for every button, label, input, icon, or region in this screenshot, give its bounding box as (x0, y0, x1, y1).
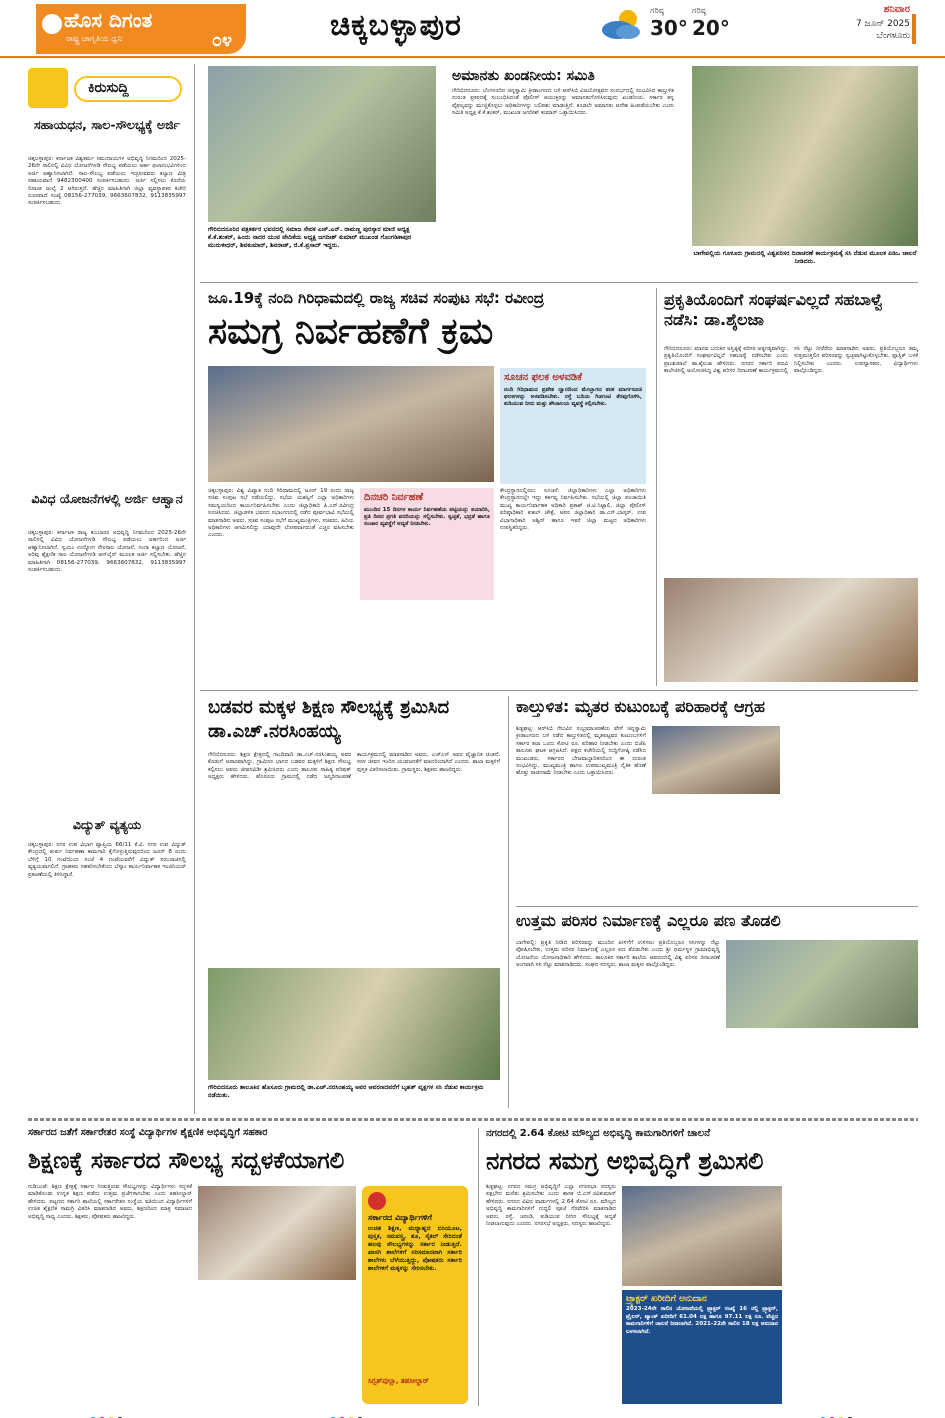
mid-row-divider (200, 690, 918, 691)
top-photo-1 (208, 66, 436, 222)
edition-place: ಬೆಂಗಳೂರು (876, 31, 910, 41)
stampede-headline: ಕಾಲ್ತುಳಿತ: ಮೃತರ ಕುಟುಂಬಕ್ಕೆ ಪರಿಹಾರಕ್ಕೆ ಆಗ್ರಹ (516, 697, 765, 716)
print-registration-marks-center (330, 1408, 366, 1418)
tractor-box (622, 1290, 782, 1404)
notice-box-body: ನಂದಿ ಗಿರಿಧಾಮದ ಪ್ರವೇಶ ದ್ವಾರದಿಂದ ಮೇಲ್ಭಾಗದ ತನಕ ಮಾರ್ಗಸೂಚಿ ಫಲಕಗಳನ್ನು ಅಳವಡಿಸಬೇಕು. ರಸ್ತೆ ಬದಿಯ ಗಿಡಗಂಟಿ ತೆರವುಗೊಳಿಸಿ, ಕುಡಿಯುವ ನೀರು ಮತ್ತು ಶೌಚಾಲಯ ವ್ಯವಸ್ಥೆ ಕಲ್ಪಿಸಬೇಕು. (504, 386, 642, 408)
lead-divider (656, 288, 657, 686)
column-divider (194, 64, 195, 1114)
brand-block (36, 4, 246, 54)
issue-date: 7 ಜೂನ್ 2025 (855, 19, 910, 29)
top-photo-2 (692, 66, 918, 246)
print-registration-marks-right (820, 1408, 856, 1418)
brief-1-headline: ಸಹಾಯಧನ, ಸಾಲ-ಸೌಲಭ್ಯಕ್ಕೆ ಅರ್ಜಿ (34, 117, 180, 132)
stampede-photo (652, 726, 780, 794)
min-temp-label: ಗರಿಷ್ಠ (692, 6, 706, 15)
max-temp-block (650, 6, 688, 40)
daily-box-body: ಮುಂದಿನ 15 ದಿನಗಳ ಕಾರ್ಯ ನಿರ್ವಹಣೆಯ ಪಟ್ಟಿಯನ್ನು ತಯಾರಿಸಿ, ಪ್ರತಿ ದಿನದ ಪ್ರಗತಿ ವರದಿಯನ್ನು ಸಲ್ಲಿಸಬೇಕು. ಸ್ವಚ್ಛತೆ, ಭದ್ರತೆ ಹಾಗೂ ಸಂಚಾರ ವ್ಯವಸ್ಥೆಗೆ ಆದ್ಯತೆ ನೀಡಬೇಕು. (364, 506, 490, 528)
date-block (810, 4, 910, 41)
lead-body-2: ಕೇಂದ್ರಸ್ಥಾನದಲ್ಲಿರಲು ಸೂಚನೆ: ಜಿಲ್ಲಾಧಿಕಾರಿಗಳು ಎಲ್ಲಾ ಅಧಿಕಾರಿಗಳು ಕೇಂದ್ರಸ್ಥಾನದಲ್ಲೇ ಇದ್ದು ಕರ್ತವ್ಯ ನಿರ್ವಹಿಸಬೇಕು. ಸಭೆಯಲ್ಲಿ ಜಿಲ್ಲಾ ಪಂಚಾಯಿತಿ ಮುಖ್ಯ ಕಾರ್ಯನಿರ್ವಾಹಕ ಅಧಿಕಾರಿ ಪ್ರಕಾಶ್ ಜಿ.ಟಿ.ನಿಟ್ಟಾಲಿ, ಜಿಲ್ಲಾ ಪೊಲೀಸ್ ವರಿಷ್ಠಾಧಿಕಾರಿ ಕುಶಲ್ ಚೌಕ್ಸೆ, ಅಪರ ಜಿಲ್ಲಾಧಿಕಾರಿ ಡಾ.ಎನ್.ಭಾಸ್ಕರ್, ಉಪ ವಿಭಾಗಾಧಿಕಾರಿ ಅಶ್ವಿನ್ ಹಾಗೂ ಇತರೆ ಜಿಲ್ಲಾ ಮಟ್ಟದ ಅಧಿಕಾರಿಗಳು ಉಪಸ್ಥಿತರಿದ್ದರು. (500, 488, 646, 532)
daily-box-title: ದಿನಚರಿ ನಿರ್ವಹಣೆ (364, 492, 423, 503)
nature-photo (664, 578, 918, 682)
print-registration-marks-left (90, 1408, 126, 1418)
bottom-right-body-cont (788, 1184, 918, 1404)
bottom-right-kicker: ನಗರದಲ್ಲಿ 2.64 ಕೋಟಿ ಮೌಲ್ಯದ ಅಭಿವೃದ್ಧಿ ಕಾಮಗಾರಿಗಳಿಗೆ ಚಾಲನೆ (486, 1128, 711, 1139)
kirusuddi-label: ಕಿರುಸುದ್ದಿ (74, 76, 182, 102)
kirusuddi-header (28, 66, 186, 110)
env-photo (726, 940, 918, 1028)
lead-headline: ಸಮಗ್ರ ನಿರ್ವಹಣೆಗೆ ಕ್ರಮ (208, 311, 494, 352)
bottom-right-body: ಶಿಡ್ಲಘಟ್ಟ: ನಗರದ ಸಮಗ್ರ ಅಭಿವೃದ್ಧಿಗೆ ಎಲ್ಲಾ ನಗರಸಭಾ ಸದಸ್ಯರು ಪಕ್ಷಭೇದ ಮರೆತು ಶ್ರಮಿಸಬೇಕು ಎಂದು ಶಾಸಕ ಬಿ.ಎನ್.ರವಿಕುಮಾರ್ ಹೇಳಿದರು. ನಗರದ ವಿವಿಧ ವಾರ್ಡುಗಳಲ್ಲಿ 2.64 ಕೋಟಿ ರೂ. ಮೌಲ್ಯದ ಅಭಿವೃದ್ಧಿ ಕಾಮಗಾರಿಗಳಿಗೆ ಗುದ್ದಲಿ ಪೂಜೆ ನೆರವೇರಿಸಿ ಮಾತನಾಡಿದ ಅವರು, ರಸ್ತೆ, ಚರಂಡಿ, ಕುಡಿಯುವ ನೀರಿನ ಸೌಲಭ್ಯಕ್ಕೆ ಆದ್ಯತೆ ನೀಡಲಾಗುವುದು ಎಂದರು. ನಗರಸಭೆ ಅಧ್ಯಕ್ಷರು, ಸದಸ್ಯರು ಹಾಜರಿದ್ದರು. (486, 1184, 616, 1228)
quote-box-title: ಸರ್ಕಾರದ ವಿದ್ಯಾರ್ಥಿಗಳಿಗೆ (368, 1213, 432, 1222)
bottom-divider (478, 1128, 479, 1406)
brief-2-body: ಚಿಕ್ಕಬಳ್ಳಾಪುರ: ಕರ್ನಾಟಕ ರಾಜ್ಯ ಕುಂಬಾರರ ಅಭಿವೃದ್ಧಿ ನಿಗಮದಿಂದ 2025-26ನೇ ಸಾಲಿನಲ್ಲಿ ವಿವಿಧ ಯೋಜನೆಗಳಡಿ ಸೌಲಭ್ಯ ಪಡೆಯಲು ಅರ್ಹರಿಂದ ಅರ್ಜಿ ಆಹ್ವಾನಿಸಲಾಗಿದೆ. ಸ್ವಯಂ ಉದ್ಯೋಗ ನೇರಸಾಲ ಯೋಜನೆ, ಗಂಗಾ ಕಲ್ಯಾಣ ಯೋಜನೆ, ಅರಿವು ಶೈಕ್ಷಣಿಕ ಸಾಲ ಯೋಜನೆಗಳಡಿ ಆನ್‌ಲೈನ್ ಮೂಲಕ ಅರ್ಜಿ ಸಲ್ಲಿಸಬೇಕು. ಹೆಚ್ಚಿನ ಮಾಹಿತಿಗಾಗಿ 08156-277039, 9663607832, 9113835997 ಸಂಪರ್ಕಿಸಬಹುದು. (28, 530, 186, 574)
newspaper-logo-icon (42, 14, 62, 34)
quote-box-body: ಉಚಿತ ಶಿಕ್ಷಣ, ಮಧ್ಯಾಹ್ನದ ಬಿಸಿಯೂಟ, ಪುಸ್ತಕ, ಸಮವಸ್ತ್ರ, ಶೂ, ಸೈಕಲ್ ಸೇರಿದಂತೆ ಹಲವು ಸೌಲಭ್ಯಗಳನ್ನು ಸರ್ಕಾರ ನೀಡುತ್ತಿದೆ. ಖಾಸಗಿ ಶಾಲೆಗಳಿಗೆ ಸರಿಸಮಾನವಾಗಿ ಸರ್ಕಾರಿ ಶಾಲೆಗಳು ಬೆಳೆಯುತ್ತಿದ್ದು, ಪೋಷಕರು ಸರ್ಕಾರಿ ಶಾಲೆಗಳಿಗೆ ಮಕ್ಕಳನ್ನು ಸೇರಿಸಬೇಕು. (368, 1225, 462, 1273)
env-body: ಬಾಗೇಪಲ್ಲಿ: ಪ್ರಕೃತಿ ನೀಡಿದ ಪರಿಸರವನ್ನು ಮುಂದಿನ ಪೀಳಿಗೆಗೆ ಉಳಿಸಲು ಪ್ರತಿಯೊಬ್ಬರೂ ಸಸಿಗಳನ್ನು ನೆಟ್ಟು ಪೋಷಿಸಬೇಕು, ಉತ್ತಮ ಪರಿಸರ ನಿರ್ಮಾಣಕ್ಕೆ ಎಲ್ಲರೂ ಪಣ ತೊಡಬೇಕು ಎಂದು ಶ್ರೀ ಧರ್ಮಸ್ಥಳ ಗ್ರಾಮಾಭಿವೃದ್ಧಿ ಯೋಜನೆಯ ಯೋಜನಾಧಿಕಾರಿ ಹೇಳಿದರು. ತಾಲೂಕಿನ ಸರ್ಕಾರಿ ಶಾಲೆಯ ಆವರಣದಲ್ಲಿ ವಿಶ್ವ ಪರಿಸರ ದಿನಾಚರಣೆ ಅಂಗವಾಗಿ ಸಸಿ ನೆಟ್ಟು ಮಾತನಾಡಿದರು. ಸಂಘದ ಸದಸ್ಯರು, ಶಾಲಾ ಮಕ್ಕಳು ಪಾಲ್ಗೊಂಡಿದ್ದರು. (516, 940, 720, 969)
education-body: ಗೌರಿಬಿದನೂರು: ಶಿಕ್ಷಣ ಕ್ಷೇತ್ರದಲ್ಲಿ ಗಾಂಧಿವಾದಿ ಡಾ.ಎಚ್.ನರಸಿಂಹಯ್ಯ ಅವರ ಕೊಡುಗೆ ಅಪಾರವಾಗಿದ್ದು, ಗ್ರಾಮೀಣ ಭಾಗದ ಬಡವರ ಮಕ್ಕಳಿಗೆ ಶಿಕ್ಷಣ ಸೌಲಭ್ಯ ಕಲ್ಪಿಸಲು ಅವರು ಜೀವನವಿಡೀ ಶ್ರಮಿಸಿದರು ಎಂದು ತಾಲೂಕು ಸಾಹಿತ್ಯ ಪರಿಷತ್ ಅಧ್ಯಕ್ಷರು ಹೇಳಿದರು. ಹೊಸೂರು ಗ್ರಾಮದಲ್ಲಿ ನಡೆದ ಜನ್ಮದಿನಾಚರಣೆ ಕಾರ್ಯಕ್ರಮದಲ್ಲಿ ಮಾತನಾಡಿದ ಅವರು, ಎಚ್‌ಎನ್ ಅವರ ವೈಜ್ಞಾನಿಕ ಚಿಂತನೆ, ಸರಳ ಜೀವನ ಇಂದಿನ ಯುವಜನತೆಗೆ ಮಾದರಿಯಾಗಿದೆ ಎಂದರು. ಶಾಲಾ ಮಕ್ಕಳಿಗೆ ಪುಸ್ತಕ ವಿತರಿಸಲಾಯಿತು. ಗ್ರಾಮಸ್ಥರು, ಶಿಕ್ಷಕರು ಹಾಜರಿದ್ದರು. (208, 752, 500, 781)
weather-cloud-icon (598, 6, 644, 42)
amanatu-headline: ಅಮಾನತು ಖಂಡನೀಯ: ಸಮಿತಿ (452, 68, 595, 84)
top-photo-1-caption: ಗೌರಿಬಿದನೂರಿನ ಪತ್ರಕರ್ತರ ಭವನದಲ್ಲಿ ಸಮಾಜ ಸೇವಕ ಎಚ್.ಎನ್. ರಾಮಣ್ಣ ಪುರಸ್ಕಾರ ಮಾಜಿ ಅಧ್ಯಕ್ಷ ಕೆ.ಕೆ.ಶಂಕರ್‌, ಹಿಂದು ಸಾದರ ಯುವ ವೇದಿಕೆಯ ಅಧ್ಯಕ್ಷ ಜಗದೀಶ್ ಕುಮಾರ್ ಮುಖಂಡ ಗೊಂಗಡಿಕಾಪುರ ಮುರುಳೀಧರ್, ಶಿವಕುಮಾರ್, ಶಿವರಾಜ್, ಜಿ.ಕೆ.ಪ್ರಸಾದ್ ಇದ್ದರು. (208, 226, 412, 249)
bottom-left-body: ಗುಡಿಬಂಡೆ: ಶಿಕ್ಷಣ ಕ್ಷೇತ್ರಕ್ಕೆ ಸರ್ಕಾರ ನೀಡುತ್ತಿರುವ ಸೌಲಭ್ಯಗಳನ್ನು ವಿದ್ಯಾರ್ಥಿಗಳು ಸದ್ಬಳಕೆ ಮಾಡಿಕೊಂಡು ಉನ್ನತ ಶಿಕ್ಷಣ ಪಡೆದು ಉತ್ತಮ ಪ್ರಜೆಗಳಾಗಬೇಕು ಎಂದು ತಹಸೀಲ್ದಾರ್ ಹೇಳಿದರು. ಪಟ್ಟಣದ ಸರ್ಕಾರಿ ಶಾಲೆಯಲ್ಲಿ ಸರ್ಕಾರೇತರ ಸಂಸ್ಥೆಯ ವತಿಯಿಂದ ವಿದ್ಯಾರ್ಥಿಗಳಿಗೆ ಉಚಿತ ಶೈಕ್ಷಣಿಕ ಸಾಮಗ್ರಿ ವಿತರಿಸಿ ಮಾತನಾಡಿದ ಅವರು, ಶಿಕ್ಷಣದಿಂದ ಮಾತ್ರ ಸಮಾಜದ ಅಭಿವೃದ್ಧಿ ಸಾಧ್ಯ ಎಂದರು. ಶಿಕ್ಷಕರು, ಪೋಷಕರು ಹಾಜರಿದ್ದರು. (28, 1184, 192, 1220)
lead-kicker: ಜೂ.19ಕ್ಕೆ ನಂದಿ ಗಿರಿಧಾಮದಲ್ಲಿ ರಾಜ್ಯ ಸಚಿವ ಸಂಪುಟ ಸಭೆ: ರವೀಂದ್ರ (208, 289, 545, 307)
education-photo (208, 968, 500, 1080)
quote-box-sign: ಸಿಗ್ಬತ್‌ವುಲ್ಲಾ, ತಹಸೀಲ್ದಾರ್ (368, 1377, 429, 1386)
masthead (0, 0, 945, 58)
city-title: ಚಿಕ್ಕಬಳ್ಳಾಪುರ (330, 8, 462, 43)
brief-3-headline: ವಿದ್ಯುತ್ ವ್ಯತ್ಯಯ (72, 817, 142, 832)
quote-box (362, 1186, 468, 1404)
brand-name: ಹೊಸ ದಿಗಂತ (64, 8, 153, 32)
top-row-divider (200, 282, 918, 283)
min-temp-value: 20° (692, 16, 730, 40)
education-headline: ಬಡವರ ಮಕ್ಕಳ ಶಿಕ್ಷಣ ಸೌಲಭ್ಯಕ್ಕೆ ಶ್ರಮಿಸಿದ ಡಾ.ಎಚ್.ನರಸಿಂಹಯ್ಯ (208, 697, 450, 742)
bottom-left-photo (198, 1186, 356, 1280)
top-photo-2-caption: ಬಾಗೇಪಲ್ಲಿಯ ಗೂಳೂರು ಗ್ರಾಮದಲ್ಲಿ ವಿಶ್ವಪರಿಸರ ದಿನಾಚರಣೆ ಕಾರ್ಯಕ್ರಮಕ್ಕೆ ಸಸಿ ನೆಡುವ ಮೂಲಕ ಪಿಡಿಒ ಚಾಲನೆ ನೀಡಿದರು. (693, 250, 917, 265)
stampede-env-divider (516, 906, 918, 907)
stampede-body-cont (786, 726, 918, 902)
tractor-box-body: 2023-24ನೇ ಸಾಲಿನ ಯೋಜನೆಯಲ್ಲಿ ಟ್ರ್ಯಾಕ್ಟರ್ ಸಂಖ್ಯೆ 16 ರಲ್ಲಿ ಟ್ರ್ಯಾಕ್ಟರ್, ಟ್ರೈಲರ್, ಟ್ಯಾಂಕ್ ಖರೀದಿಗೆ 61.04 ಲಕ್ಷ ಹಾಗೂ 97.11 ಲಕ್ಷ ರೂ. ವೆಚ್ಚದ ಕಾಮಗಾರಿಗಳಿಗೆ ಚಾಲನೆ ನೀಡಲಾಗಿದೆ. 2021-22ನೇ ಸಾಲಿನ 18 ಲಕ್ಷ ಅನುದಾನ ಬಳಸಲಾಗಿದೆ. (626, 1306, 778, 1335)
section-rule (28, 1118, 918, 1121)
page-number: ೦೪ (211, 30, 232, 51)
masthead-accent-bar (912, 14, 916, 44)
bottom-left-headline: ಶಿಕ್ಷಣಕ್ಕೆ ಸರ್ಕಾರದ ಸೌಲಭ್ಯ ಸದ್ಬಳಕೆಯಾಗಲಿ (28, 1148, 345, 1174)
bottom-right-photo (622, 1186, 782, 1286)
brief-2-headline: ವಿವಿಧ ಯೋಜನೆಗಳಲ್ಲಿ ಅರ್ಜಿ ಆಹ್ವಾನ (31, 491, 183, 506)
brand-tagline: ರಾಷ್ಟ್ರ ಜಾಗೃತಿಯ ಧ್ವನಿ (66, 34, 123, 43)
amanatu-body: ಗೌರಿಬಿದನೂರು: ಬೆಂಗಳೂರಿನ ಚಿನ್ನಸ್ವಾಮಿ ಕ್ರೀಡಾಂಗಣದ ಬಳಿ ಆರ್‌ಸಿಬಿ ವಿಜಯೋತ್ಸವದ ಸಂದರ್ಭದಲ್ಲಿ ಸಂಭವಿಸಿದ ಕಾಲ್ತುಳಿತ ದುರಂತ ಪ್ರಕರಣಕ್ಕೆ ಸಂಬಂಧಿಸಿದಂತೆ ಪೊಲೀಸ್ ಆಯುಕ್ತರನ್ನು ಅಮಾನತುಗೊಳಿಸಿರುವುದು ಖಂಡನೀಯ. ಸರ್ಕಾರ ತನ್ನ ವೈಫಲ್ಯವನ್ನು ಮುಚ್ಚಿಕೊಳ್ಳಲು ಅಧಿಕಾರಿಗಳನ್ನು ಬಲಿಪಶು ಮಾಡುತ್ತಿದೆ. ಕೂಡಲೇ ಅಮಾನತು ಆದೇಶ ಹಿಂಪಡೆಯಬೇಕು ಎಂದು ಸಮಿತಿ ಅಧ್ಯಕ್ಷ ಕೆ.ಕೆ.ಶಂಕರ್, ಮುಖಂಡ ಜಗದೀಶ್ ಕುಮಾರ್ ಒತ್ತಾಯಿಸಿದರು. (452, 88, 674, 117)
weekday: ಶನಿವಾರ (883, 4, 910, 15)
lead-photo (208, 366, 494, 482)
tractor-box-title: ಟ್ರ್ಯಾಕ್ಟರ್ ಖರೀದಿಗೆ ಅನುದಾನ (626, 1294, 707, 1304)
education-photo-caption: ಗೌರಿಬಿದನೂರು ತಾಲೂಕಿನ ಹೊಸೂರು ಗ್ರಾಮದಲ್ಲಿ ಡಾ.ಎಚ್.ನರಸಿಂಹಯ್ಯ ಅವರ ಆವರಣದವರೆಗೆ ಬೃಹತ್ ವೃಕ್ಷಗಳ ಸಸಿ ನೆಡುವ ಕಾರ್ಯಕ್ರಮ ನಡೆಯಿತು. (208, 1084, 484, 1099)
brief-3-body: ಚಿಕ್ಕಬಳ್ಳಾಪುರ: ನಗರ ಉಪ ವಿಭಾಗ ವ್ಯಾಪ್ತಿಯ 66/11 ಕೆ.ವಿ. ನಗರ ಉಪ ವಿದ್ಯುತ್ ಕೇಂದ್ರದಲ್ಲಿ ತುರ್ತು ನಿರ್ವಹಣಾ ಕಾಮಗಾರಿ ಕೈಗೊಳ್ಳುತ್ತಿರುವುದರಿಂದ ಜೂನ್ 8 ರಂದು ಬೆಳಿಗ್ಗೆ 10 ಗಂಟೆಯಿಂದ ಸಂಜೆ 4 ಗಂಟೆಯವರೆಗೆ ವಿದ್ಯುತ್ ಸರಬರಾಜಿನಲ್ಲಿ ವ್ಯತ್ಯಯವಾಗಲಿದೆ. ಗ್ರಾಹಕರು ಸಹಕರಿಸಬೇಕೆಂದು ಬೆಸ್ಕಾಂ ಕಾರ್ಯನಿರ್ವಾಹಕ ಇಂಜಿನಿಯರ್ ಪ್ರಕಟಣೆಯಲ್ಲಿ ತಿಳಿಸಿದ್ದಾರೆ. (28, 842, 186, 878)
notice-box-title: ಸೂಚನ ಫಲಕ ಅಳವಡಿಕೆ (504, 372, 583, 383)
max-temp-label: ಗರಿಷ್ಠ (650, 6, 664, 15)
quote-drop-icon (368, 1192, 386, 1210)
bottom-right-headline: ನಗರದ ಸಮಗ್ರ ಅಭಿವೃದ್ಧಿಗೆ ಶ್ರಮಿಸಲಿ (486, 1147, 764, 1175)
stampede-body: ಶಿಡ್ಲಘಟ್ಟ: ಆರ್‌ಸಿಬಿ ಗೆಲುವಿನ ಸಂಭ್ರಮಾಚರಣೆಯ ವೇಳೆ ಚಿನ್ನಸ್ವಾಮಿ ಕ್ರೀಡಾಂಗಣದ ಬಳಿ ನಡೆದ ಕಾಲ್ತುಳಿತದಲ್ಲಿ ಮೃತಪಟ್ಟವರ ಕುಟುಂಬಗಳಿಗೆ ಸರ್ಕಾರ ತಲಾ ಒಂದು ಕೋಟಿ ರೂ. ಪರಿಹಾರ ನೀಡಬೇಕು ಎಂದು ಬಿಜೆಪಿ ತಾಲೂಕು ಘಟಕ ಆಗ್ರಹಿಸಿದೆ. ಪಕ್ಷದ ಕಚೇರಿಯಲ್ಲಿ ಸುದ್ದಿಗೋಷ್ಠಿ ನಡೆಸಿದ ಮುಖಂಡರು, ಸರ್ಕಾರದ ಬೇಜವಾಬ್ದಾರಿತನದಿಂದ ಈ ದುರಂತ ಸಂಭವಿಸಿದ್ದು, ಮುಖ್ಯಮಂತ್ರಿ ಹಾಗೂ ಉಪಮುಖ್ಯಮಂತ್ರಿ ನೈತಿಕ ಹೊಣೆ ಹೊತ್ತು ರಾಜೀನಾಮೆ ನೀಡಬೇಕು ಎಂದು ಒತ್ತಾಯಿಸಿದರು. (516, 726, 646, 777)
lead-body-1: ಚಿಕ್ಕಬಳ್ಳಾಪುರ: ವಿಶ್ವ ವಿಖ್ಯಾತ ನಂದಿ ಗಿರಿಧಾಮದಲ್ಲಿ ಜೂನ್ 19 ರಂದು ರಾಜ್ಯ ಸಚಿವ ಸಂಪುಟ ಸಭೆ ನಡೆಯಲಿದ್ದು, ಸಭೆಯ ಯಶಸ್ವಿಗೆ ಎಲ್ಲಾ ಅಧಿಕಾರಿಗಳು ಸಮನ್ವಯದಿಂದ ಕಾರ್ಯನಿರ್ವಹಿಸಬೇಕು ಎಂದು ಜಿಲ್ಲಾಧಿಕಾರಿ ಪಿ.ಎನ್.ರವೀಂದ್ರ ಸೂಚಿಸಿದರು. ಜಿಲ್ಲಾಡಳಿತ ಭವನದ ಸಭಾಂಗಣದಲ್ಲಿ ನಡೆದ ಪೂರ್ವಭಾವಿ ಸಭೆಯಲ್ಲಿ ಮಾತನಾಡಿದ ಅವರು, ಸಚಿವ ಸಂಪುಟ ಸಭೆಗೆ ಮುಖ್ಯಮಂತ್ರಿಗಳು, ಸಚಿವರು, ಹಿರಿಯ ಅಧಿಕಾರಿಗಳು ಆಗಮಿಸಲಿದ್ದು ಯಾವುದೇ ಲೋಪವಾಗದಂತೆ ಎಚ್ಚರ ವಹಿಸಬೇಕು ಎಂದರು. (208, 488, 354, 539)
min-temp-block (692, 6, 730, 40)
brief-1-body: ಚಿಕ್ಕಬಳ್ಳಾಪುರ: ಕರ್ನಾಟಕ ವಿಶ್ವಕರ್ಮ ಸಮುದಾಯಗಳ ಅಭಿವೃದ್ಧಿ ನಿಗಮದಿಂದ 2025-26ನೇ ಸಾಲಿನಲ್ಲಿ ವಿವಿಧ ಯೋಜನೆಗಳಡಿ ಸೌಲಭ್ಯ ಪಡೆಯಲು ಅರ್ಹ ಫಲಾನುಭವಿಗಳಿಂದ ಅರ್ಜಿ ಆಹ್ವಾನಿಸಲಾಗಿದೆ. ಸಾಲ-ಸೌಲಭ್ಯ ಪಡೆಯಲು ಇಚ್ಛಿಸುವವರು ಕಲ್ಯಾಣ ಮಿತ್ರ ಸಹಾಯವಾಣಿ 9482300400 ಸಂಪರ್ಕಿಸಬಹುದು. ಅರ್ಜಿ ಸಲ್ಲಿಸಲು ಕೊನೆಯ ದಿನಾಂಕ ಜುಲೈ 2 ಆಗಿರುತ್ತದೆ. ಹೆಚ್ಚಿನ ಮಾಹಿತಿಗಾಗಿ ಜಿಲ್ಲಾ ವ್ಯವಸ್ಥಾಪಕರ ಕಚೇರಿ ದೂರವಾಣಿ ಸಂಖ್ಯೆ 08156-277039, 9663607832, 9113835997 ಸಂಪರ್ಕಿಸಬಹುದು. (28, 156, 186, 207)
education-divider (508, 696, 509, 1108)
nature-body: ಗೌರಿಬಿದನೂರು: ಮಾನವ ಬದುಕಿನ ಅಸ್ತಿತ್ವಕ್ಕೆ ಪರಿಸರ ಅತ್ಯಗತ್ಯವಾಗಿದ್ದು, ಪ್ರಕೃತಿಯೊಂದಿಗೆ ಸಂಘರ್ಷವಿಲ್ಲದೆ ಸಹಬಾಳ್ವೆ ನಡೆಸಬೇಕು ಎಂದು ಪ್ರಾಂಶುಪಾಲೆ ಡಾ.ಶೈಲಜಾ ಹೇಳಿದರು. ನಗರದ ಸರ್ಕಾರಿ ಪದವಿ ಕಾಲೇಜಿನಲ್ಲಿ ಆಯೋಜಿಸಿದ್ದ ವಿಶ್ವ ಪರಿಸರ ದಿನಾಚರಣೆ ಕಾರ್ಯಕ್ರಮದಲ್ಲಿ ಸಸಿ ನೆಟ್ಟು ನೀರೆರೆದು ಮಾತನಾಡಿದ ಅವರು, ಪ್ರತಿಯೊಬ್ಬರೂ ತಮ್ಮ ಸುತ್ತಮುತ್ತಲಿನ ಪರಿಸರವನ್ನು ಸ್ವಚ್ಛವಾಗಿಟ್ಟುಕೊಳ್ಳಬೇಕು, ಪ್ಲಾಸ್ಟಿಕ್ ಬಳಕೆ ನಿಲ್ಲಿಸಬೇಕು ಎಂದರು. ಉಪನ್ಯಾಸಕರು, ವಿದ್ಯಾರ್ಥಿಗಳು ಪಾಲ್ಗೊಂಡಿದ್ದರು. (664, 346, 918, 375)
max-temp-value: 30° (650, 16, 688, 40)
hand-pointing-icon (28, 68, 68, 108)
env-headline: ಉತ್ತಮ ಪರಿಸರ ನಿರ್ಮಾಣಕ್ಕೆ ಎಲ್ಲರೂ ಪಣ ತೊಡಲಿ (516, 911, 781, 930)
notice-box (500, 368, 646, 484)
bottom-left-kicker: ಸರ್ಕಾರದ ಜತೆಗೆ ಸರ್ಕಾರೇತರ ಸಂಸ್ಥೆ ವಿದ್ಯಾರ್ಥಿಗಳ ಶೈಕ್ಷಣಿಕ ಅಭಿವೃದ್ಧಿಗೆ ಸಹಕಾರ (28, 1127, 268, 1138)
bottom-left-body-cont (198, 1286, 356, 1404)
nature-headline: ಪ್ರಕೃತಿಯೊಂದಿಗೆ ಸಂಘರ್ಷವಿಲ್ಲದೆ ಸಹಬಾಳ್ವೆ ನಡೆಸಿ: ಡಾ.ಶೈಲಜಾ (664, 290, 884, 329)
daily-box (360, 488, 494, 600)
